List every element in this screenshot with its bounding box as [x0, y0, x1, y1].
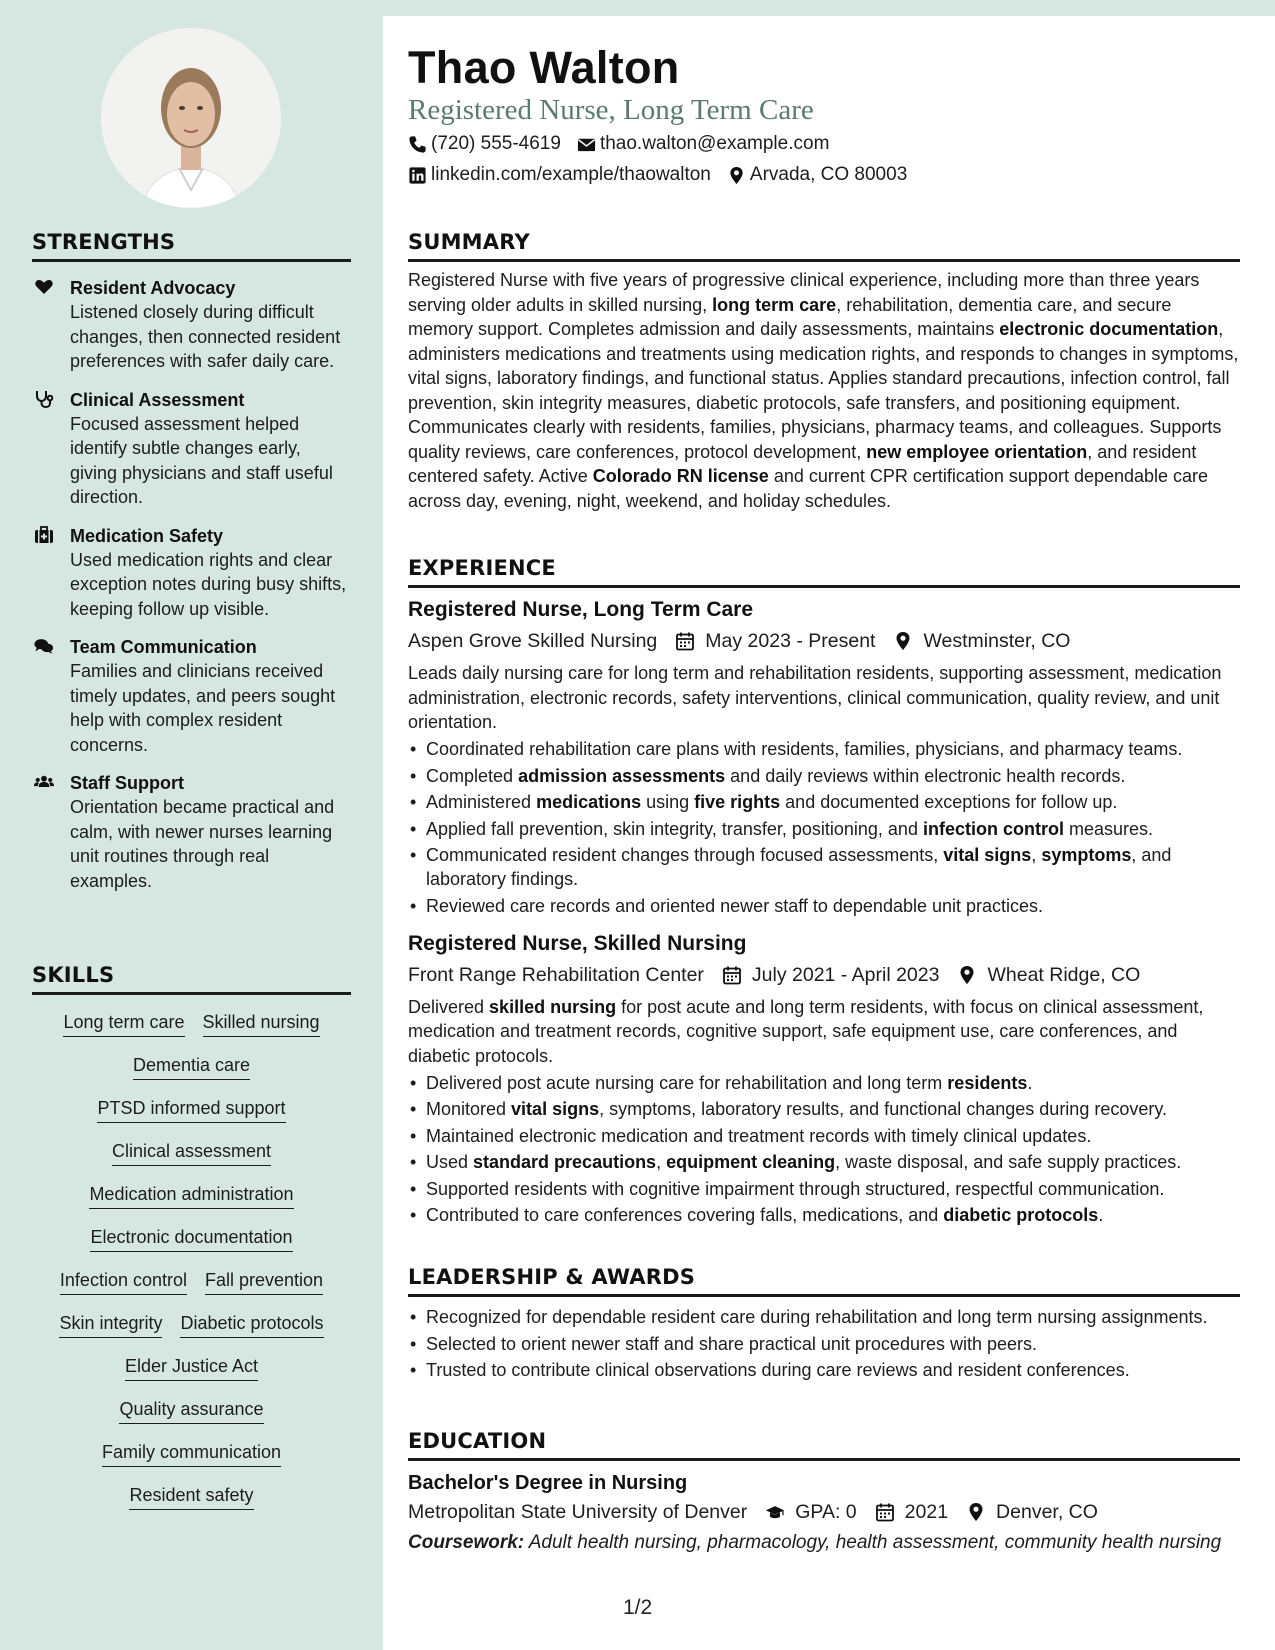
location-pin-icon — [957, 965, 977, 985]
job-title: Registered Nurse, Long Term Care — [408, 598, 754, 621]
leadership-title: LEADERSHIP & AWARDS — [408, 1265, 1240, 1297]
skill-tag: PTSD informed support — [97, 1097, 285, 1123]
strengths-title: STRENGTHS — [32, 230, 351, 262]
comments-icon — [32, 635, 70, 757]
skill-tag: Fall prevention — [205, 1269, 323, 1295]
email-link[interactable]: thao.walton@example.com — [599, 133, 830, 154]
skill-tag: Dementia care — [133, 1054, 250, 1080]
coursework-label: Coursework: — [408, 1532, 525, 1553]
envelope-icon — [577, 135, 596, 154]
skill-tag: Medication administration — [89, 1183, 293, 1209]
strength-title: Resident Advocacy — [70, 278, 236, 298]
skill-tag: Quality assurance — [119, 1398, 263, 1424]
linkedin-link[interactable]: linkedin.com/example/thaowalton — [431, 164, 711, 185]
strength-title: Clinical Assessment — [70, 389, 245, 410]
education-title: EDUCATION — [408, 1429, 1240, 1461]
strength-title: Team Communication — [70, 637, 257, 657]
bullet-item: • Delivered post acute nursing care for rehabilitation and long term residents. — [408, 1071, 1240, 1095]
skill-tag: Resident safety — [129, 1484, 253, 1510]
school-name: Metropolitan State University of Denver — [408, 1501, 748, 1523]
skill-tag: Electronic documentation — [90, 1226, 292, 1252]
bullet-item: • Selected to orient newer staff and share practical unit procedures with peers. — [408, 1332, 1240, 1356]
skills-title: SKILLS — [32, 963, 351, 995]
calendar-icon — [875, 1502, 895, 1522]
job-meta — [408, 627, 1240, 655]
linkedin-icon — [408, 166, 427, 185]
strength-item — [32, 388, 351, 510]
candidate-name: Thao Walton — [408, 42, 680, 93]
graduation-cap-icon — [765, 1502, 785, 1522]
phone-icon — [408, 135, 427, 154]
job-description: Leads daily nursing care for long term and rehabilitation residents, supporting assessment, medication administration, electronic records, safety interventions, clinical communication, quality review, and unit orientation. — [408, 663, 1222, 732]
strength-item — [32, 635, 351, 757]
strength-desc: Used medication rights and clear exception notes during busy shifts, keeping follow up visible. — [70, 549, 347, 619]
bullet-item: • Administered medications using five rights and documented exceptions for follow up. — [408, 790, 1240, 814]
bullet-item: • Coordinated rehabilitation care plans with residents, families, physicians, and pharmacy teams. — [408, 737, 1240, 761]
leadership-section — [408, 1265, 1240, 1382]
users-icon — [32, 771, 70, 893]
skill-tag: Family communication — [102, 1441, 281, 1467]
calendar-icon — [675, 631, 695, 651]
school-location: Denver, CO — [996, 1501, 1098, 1523]
job-dates: May 2023 - Present — [705, 630, 876, 652]
bullet-item: • Used standard precautions, equipment cleaning, waste disposal, and safe supply practices. — [408, 1150, 1240, 1174]
education-meta — [408, 1498, 1240, 1526]
strength-title: Staff Support — [70, 773, 184, 793]
strength-title: Medication Safety — [70, 525, 224, 546]
job-description: Delivered skilled nursing for post acute and long term residents, with focus on clinical assessment, medication and treatment records, cognitive support, safe equipment use, care conferences, and diabetic protocols. — [408, 996, 1204, 1066]
skill-tag: Elder Justice Act — [125, 1355, 258, 1381]
skill-tag: Long term care — [63, 1011, 184, 1037]
job-location: Wheat Ridge, CO — [987, 963, 1141, 986]
job-title: Registered Nurse, Skilled Nursing — [408, 931, 747, 955]
strength-desc: Focused assessment helped identify subtle changes early, giving physicians and staff useful direction. — [70, 413, 333, 507]
page-number: 1/2 — [623, 1596, 653, 1619]
calendar-icon — [722, 965, 742, 985]
bullet-item: • Monitored vital signs, symptoms, laboratory results, and functional changes during recovery. — [408, 1097, 1240, 1121]
bullet-item: • Communicated resident changes through focused assessments, vital signs, symptoms, and laboratory findings. — [408, 843, 1240, 891]
leadership-bullets — [408, 1305, 1240, 1382]
medkit-icon — [32, 524, 70, 622]
strength-desc: Listened closely during difficult changes, then connected resident preferences with safer daily care. — [70, 302, 341, 371]
stethoscope-icon — [32, 388, 70, 510]
bullet-item: • Applied fall prevention, skin integrity, transfer, positioning, and infection control measures. — [408, 817, 1240, 841]
heart-icon — [32, 276, 70, 374]
skills-section — [32, 963, 351, 1510]
skills-list — [32, 1011, 351, 1510]
contact-row-2 — [408, 164, 923, 186]
bullet-item: • Contributed to care conferences covering falls, medications, and diabetic protocols. — [408, 1203, 1240, 1227]
job-dates: July 2021 - April 2023 — [751, 963, 940, 986]
skill-tag: Clinical assessment — [112, 1140, 271, 1166]
experience-section — [408, 556, 1240, 1227]
location-text: Arvada, CO 80003 — [749, 164, 908, 185]
gpa-text: GPA: 0 — [795, 1501, 857, 1523]
job-bullets — [408, 1071, 1240, 1228]
bullet-item: • Completed admission assessments and daily reviews within electronic health records. — [408, 764, 1240, 788]
bullet-item: • Reviewed care records and oriented newer staff to dependable unit practices. — [408, 894, 1240, 918]
bullet-item: • Supported residents with cognitive impairment through structured, respectful communication. — [408, 1177, 1240, 1201]
skill-tag: Diabetic protocols — [180, 1312, 323, 1338]
strength-item — [32, 524, 351, 622]
location-pin-icon — [966, 1502, 986, 1522]
location-pin-icon — [727, 166, 746, 185]
graduation-year: 2021 — [904, 1501, 949, 1523]
degree-title: Bachelor's Degree in Nursing — [408, 1472, 688, 1494]
coursework-text: Adult health nursing, pharmacology, health assessment, community health nursing — [528, 1532, 1222, 1553]
contact-row-1 — [408, 133, 845, 155]
summary-text: Registered Nurse with five years of progressive clinical experience, including more than three years serving older adults in skilled nursing, long term care, rehabilitation, dementia care, and secure memory support. Completes admission and daily assessments, maintains electronic documentation, administers medications and treatments using medication rights, and responds to changes in symptoms, vital signs, laboratory findings, and functional status. Applies standard precautions, infection control, fall prevention, skin integrity measures, diabetic protocols, safe transfers, and positioning equipment. Communicates clearly with residents, families, physicians, pharmacy teams, and colleagues. Supports quality reviews, care conferences, protocol development, new employee orientation, and resident centered safety. Active Colorado RN license and current CPR certification support dependable care across day, evening, night, weekend, and holiday schedules. — [408, 270, 1239, 511]
strengths-section — [32, 230, 351, 893]
bullet-item: • Recognized for dependable resident care during rehabilitation and long term nursing assignments. — [408, 1305, 1240, 1329]
sidebar — [0, 0, 383, 1650]
job-meta — [408, 961, 1240, 989]
education-section — [408, 1429, 1240, 1555]
skill-tag: Skilled nursing — [203, 1011, 320, 1037]
bullet-item: • Maintained electronic medication and treatment records with timely clinical updates. — [408, 1124, 1240, 1148]
coursework — [408, 1530, 1240, 1555]
strength-item — [32, 276, 351, 374]
summary-section — [408, 230, 1240, 513]
candidate-headline: Registered Nurse, Long Term Care — [408, 94, 814, 126]
phone-number[interactable]: (720) 555-4619 — [431, 133, 561, 154]
job-bullets — [408, 737, 1240, 918]
skill-tag: Skin integrity — [59, 1312, 162, 1338]
bullet-item: • Trusted to contribute clinical observations during care reviews and resident conferences. — [408, 1358, 1240, 1382]
location-pin-icon — [893, 631, 913, 651]
strength-desc: Orientation became practical and calm, with newer nurses learning unit routines through real examples. — [70, 797, 335, 891]
strength-desc: Families and clinicians received timely updates, and peers sought help with complex resident concerns. — [70, 661, 336, 755]
summary-title: SUMMARY — [408, 230, 1240, 262]
job-location: Westminster, CO — [923, 630, 1071, 652]
job-company: Front Range Rehabilitation Center — [408, 963, 704, 986]
job-company: Aspen Grove Skilled Nursing — [408, 630, 658, 652]
experience-title: EXPERIENCE — [408, 556, 1240, 588]
profile-photo — [101, 28, 281, 208]
strength-item — [32, 771, 351, 893]
skill-tag: Infection control — [60, 1269, 187, 1295]
